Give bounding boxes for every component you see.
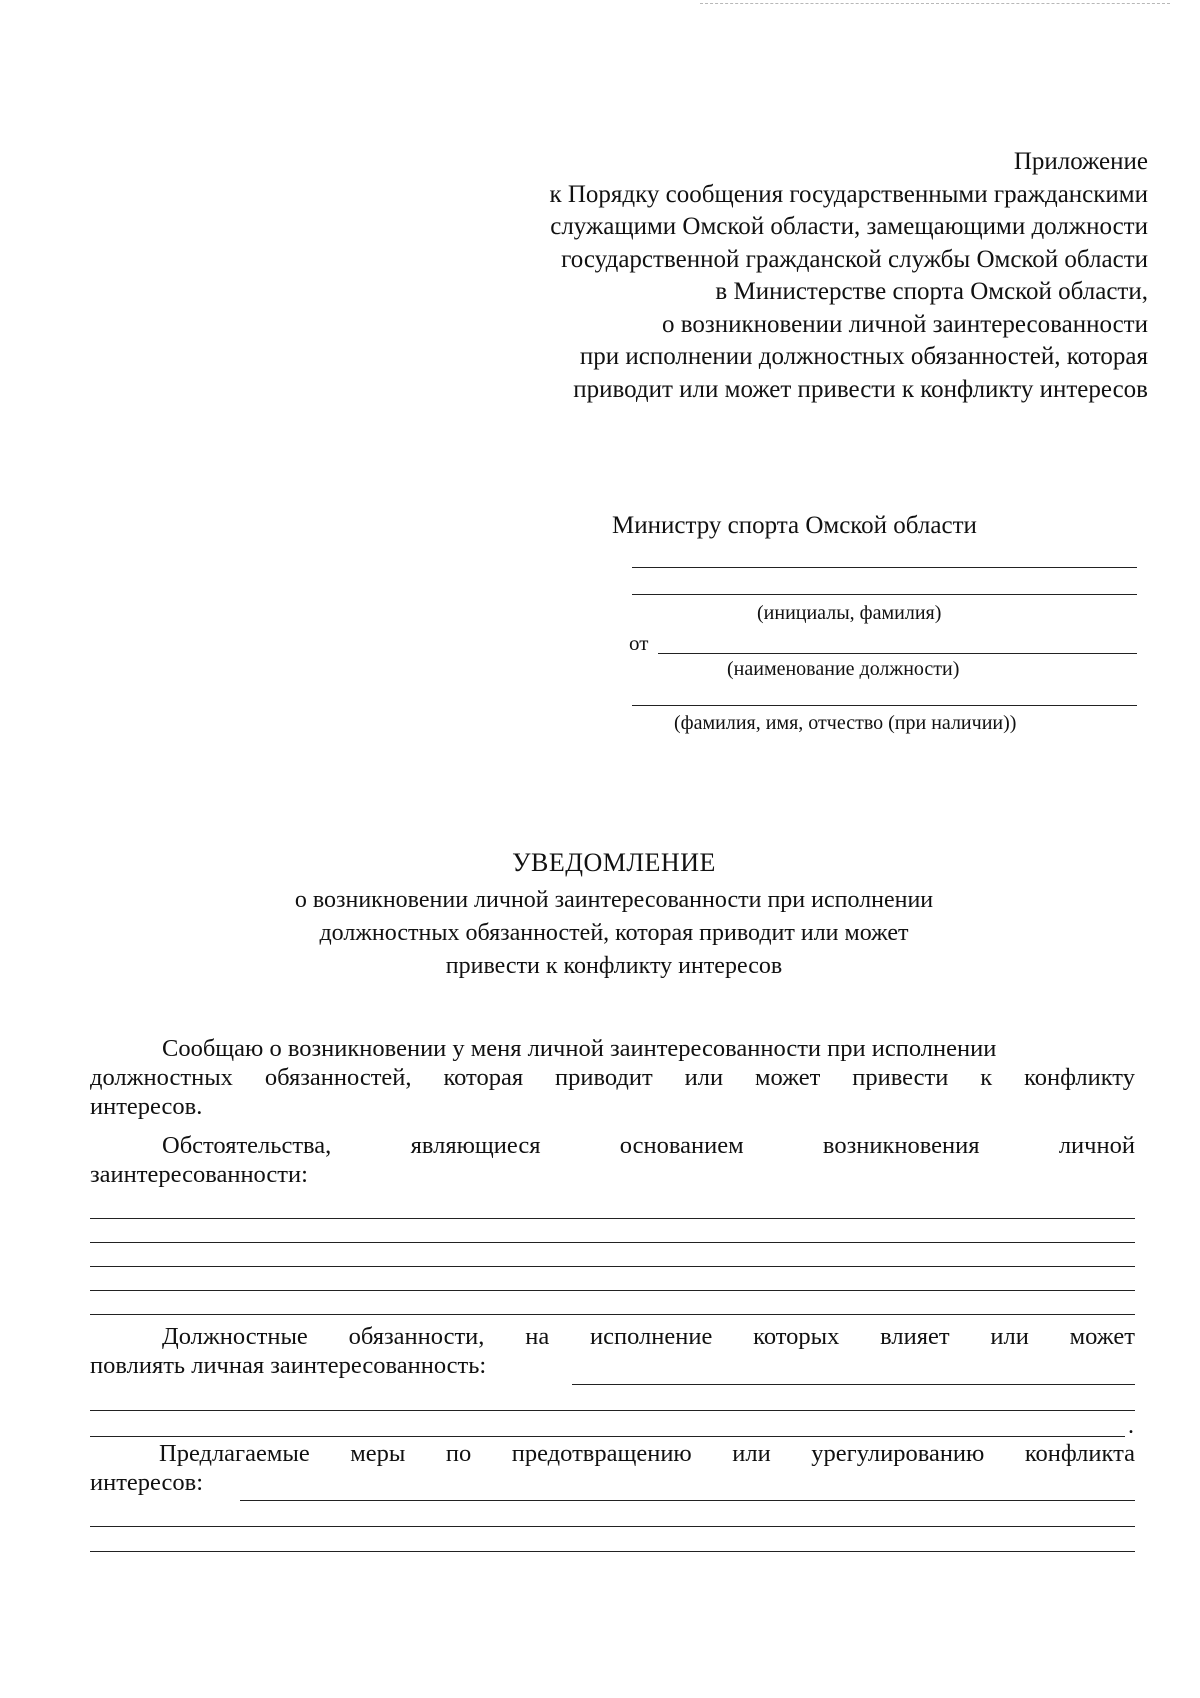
duties-line-2: повлиять личная заинтересованность: [90,1352,487,1379]
report-line-2 [90,1063,1135,1092]
circumstances-line-2: заинтересованности: [90,1161,308,1188]
from-label: от [629,631,649,655]
subtitle-line: о возникновении личной заинтересованности при исполнении [294,887,934,913]
scan-edge-artifact [700,3,1170,4]
appendix-line: приводит или может привести к конфликту интересов [573,375,1148,403]
word: меры [350,1440,406,1467]
word: исполнение [590,1323,713,1350]
circumstances-line-1 [90,1131,1135,1160]
word: которая [443,1064,524,1091]
recipient-initials-line[interactable] [632,594,1137,595]
recipient-label: Министру спорта Омской области [612,512,977,539]
measures-line-1 [90,1439,1135,1468]
word: конфликту [1024,1064,1135,1091]
word: по [445,1440,472,1467]
initials-caption: (инициалы, фамилия) [757,602,942,624]
word: или [732,1440,771,1467]
word: может [1069,1323,1135,1350]
circumstances-fill-line[interactable] [90,1218,1135,1219]
circumstances-fill-line[interactable] [90,1314,1135,1315]
sender-name-line[interactable] [632,705,1137,706]
paragraph-measures [90,1439,1135,1497]
paragraph-duties [90,1322,1135,1380]
report-line-3: интересов. [90,1093,203,1120]
word: конфликта [1024,1440,1135,1467]
word: привести [852,1064,949,1091]
word: к [980,1064,993,1091]
appendix-line: в Министерстве спорта Омской области, [715,278,1148,305]
word: Обстоятельства, [162,1132,332,1159]
word: основанием [619,1132,744,1159]
paragraph-report [90,1034,1135,1121]
position-caption: (наименование должности) [727,658,960,680]
word: личной [1058,1132,1135,1159]
word: которых [753,1323,840,1350]
notice-subtitle [0,884,1200,983]
word: предотвращению [511,1440,692,1467]
appendix-header [388,146,1148,406]
appendix-line: о возникновении личной заинтересованности [661,310,1148,338]
measures-fill-line[interactable] [90,1526,1135,1527]
recipient-name-line[interactable] [632,567,1137,568]
word: урегулированию [811,1440,985,1467]
measures-line-2: интересов: [90,1469,204,1496]
appendix-line: к Порядку сообщения государственными гражданскими [549,180,1148,208]
word: возникновения [822,1132,980,1159]
word: или [990,1323,1029,1350]
sender-position-line[interactable] [658,653,1137,654]
measures-fill-line[interactable] [240,1500,1135,1501]
word: или [684,1064,724,1091]
word: должностных [90,1064,233,1091]
word: приводит [555,1064,653,1091]
appendix-line: государственной гражданской службы Омской области [561,245,1148,273]
circumstances-fill-line[interactable] [90,1290,1135,1291]
subtitle-line: должностных обязанностей, которая приводит или может [319,920,909,946]
word: обязанностей, [264,1064,412,1091]
circumstances-fill-line[interactable] [90,1266,1135,1267]
word: влияет [880,1323,950,1350]
word: Должностные [162,1323,308,1350]
paragraph-circumstances [90,1131,1135,1189]
name-caption: (фамилия, имя, отчество (при наличии)) [674,712,1017,734]
measures-fill-line[interactable] [90,1551,1135,1552]
subtitle-line: привести к конфликту интересов [445,953,783,979]
duties-period: . [1128,1413,1134,1439]
word: может [755,1064,821,1091]
word: обязанности, [348,1323,485,1350]
appendix-line: Приложение [1013,148,1148,175]
word: на [525,1323,550,1350]
word: являющиеся [410,1132,541,1159]
duties-fill-line[interactable] [572,1384,1135,1385]
report-line-1: Сообщаю о возникновении у меня личной заинтересованности при исполнении [162,1035,997,1062]
duties-fill-line[interactable] [90,1410,1135,1411]
notice-title: УВЕДОМЛЕНИЕ [512,848,716,877]
appendix-line: служащими Омской области, замещающими должности [550,213,1148,240]
duties-line-1 [90,1322,1135,1351]
circumstances-fill-line[interactable] [90,1242,1135,1243]
duties-fill-line[interactable] [90,1436,1125,1437]
appendix-line: при исполнении должностных обязанностей, которая [579,343,1148,370]
word: Предлагаемые [159,1440,310,1467]
